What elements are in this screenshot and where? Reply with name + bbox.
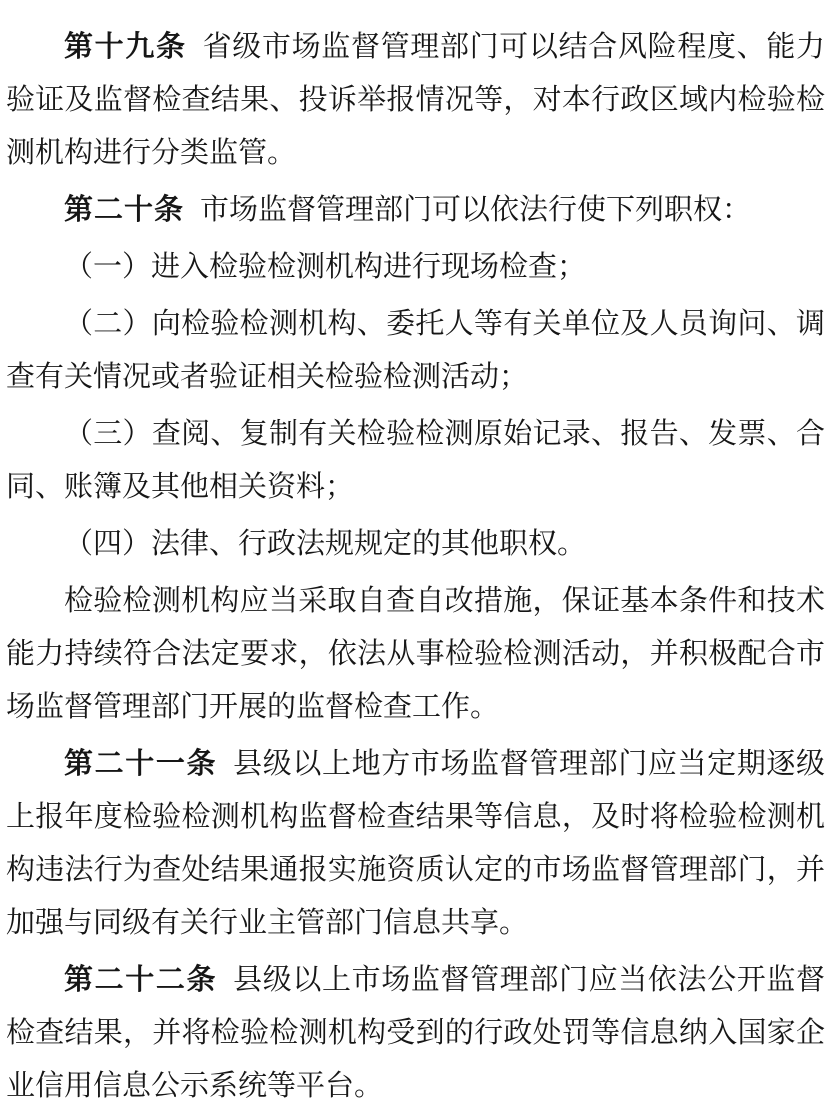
paragraph-item-1 [6,241,825,294]
paragraph-article-20 [6,184,825,237]
article-20-text: 市场监督管理部门可以依法行使下列职权： [199,194,751,226]
paragraph-self-inspection [6,575,825,734]
self-inspection-text: 检验检测机构应当采取自查自改措施，保证基本条件和技术能力持续符合法定要求，依法从事检验检测活动，并积极配合市场监督管理部门开展的监督检查工作。 [6,585,825,723]
paragraph-item-4 [6,518,825,571]
article-20-number: 第二十条 [64,194,185,226]
article-22-number: 第二十二条 [64,964,218,996]
item-3-text: （三）查阅、复制有关检验检测原始记录、报告、发票、合同、账簿及其他相关资料； [6,418,825,503]
paragraph-article-22 [6,954,825,1113]
paragraph-article-19 [6,21,825,180]
item-2-text: （二）向检验检测机构、委托人等有关单位及人员询问、调查有关情况或者验证相关检验检测活动； [6,308,825,393]
paragraph-item-2 [6,298,825,404]
article-19-text: 省级市场监督管理部门可以结合风险程度、能力验证及监督检查结果、投诉举报情况等，对本行政区域内检验检测机构进行分类监管。 [6,31,825,169]
item-4-text: （四）法律、行政法规规定的其他职权。 [64,528,587,560]
paragraph-item-3 [6,408,825,514]
article-19-number: 第十九条 [64,31,187,63]
item-1-text: （一）进入检验检测机构进行现场检查； [64,251,587,283]
article-21-number: 第二十一条 [64,748,218,780]
article-22-text: 县级以上市场监督管理部门应当依法公开监督检查结果，并将检验检测机构受到的行政处罚等信息纳入国家企业信用信息公示系统等平台。 [6,964,825,1102]
paragraph-article-21 [6,738,825,950]
article-21-text: 县级以上地方市场监督管理部门应当定期逐级上报年度检验检测机构监督检查结果等信息，及时将检验检测机构违法行为查处结果通报实施资质认定的市场监督管理部门，并加强与同级有关行业主管部门信息共享。 [6,748,825,939]
